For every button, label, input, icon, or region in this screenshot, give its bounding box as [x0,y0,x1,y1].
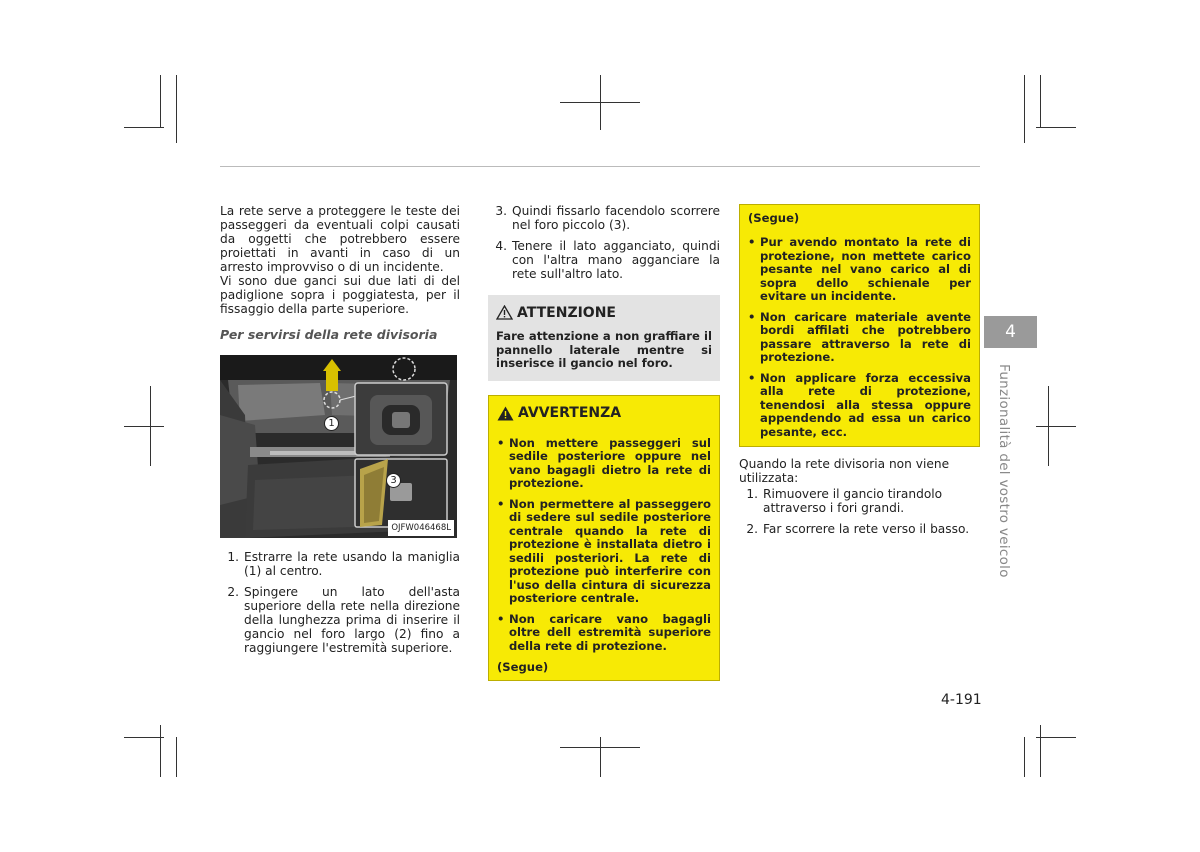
list-item [220,585,460,655]
list-item [497,613,711,654]
storage-lead: Quando la rete divisoria non viene utilizzata: [739,457,950,485]
bullet: • [748,309,756,324]
step-number: 2. [746,522,758,536]
page-number: 4-191 [941,692,982,708]
list-item [488,239,720,281]
chapter-title: Funzionalità del vostro veicolo [996,364,1012,578]
caution-box [488,295,720,381]
header-rule [220,166,980,167]
steps-list-left [220,550,460,655]
step-number: 2. [227,585,239,599]
warning-title-text: AVVERTENZA [518,405,622,421]
caution-body: Fare attenzione a non graffiare il pannello laterale mentre si inserisce il gancio nel foro. [496,329,712,370]
step-number: 4. [495,239,507,253]
column-right [739,204,980,543]
warning-box [488,395,720,682]
continued-label: (Segue) [497,660,549,674]
list-item [220,550,460,578]
list-item [739,522,980,536]
warning-continued-list [748,236,971,439]
step-number: 1. [227,550,239,564]
list-item [748,311,971,365]
step-number: 1. [746,487,758,501]
step-text: Estrarre la rete usando la maniglia (1) al centro. [244,550,460,578]
warning-item-text: Non mettere passeggeri sul sedile posteriore oppure nel vano bagagli dietro la rete di protezione. [509,435,711,490]
step-text: Rimuovere il gancio tirandolo attraverso i fori grandi. [763,487,943,515]
bullet: • [748,370,756,385]
list-item [497,498,711,606]
list-item [497,437,711,491]
bullet: • [748,235,756,249]
warning-item-text: Non caricare vano bagagli oltre dell estremità superiore della rete di protezione. [509,611,711,653]
callout-3: 3 [386,473,401,488]
intro-paragraph-2: Vi sono due ganci sui due lati di del padiglione sopra i poggiatesta, per il fissaggio della parte superiore. [220,274,460,316]
list-item [488,204,720,232]
step-text: Far scorrere la rete verso il basso. [763,522,970,536]
continued-heading: (Segue) [748,211,800,225]
warning-triangle-icon [497,406,514,421]
chapter-tab: 4 [984,316,1037,348]
bullet: • [497,496,505,511]
cargo-net-figure [220,355,457,538]
bullet: • [497,435,505,450]
column-left [220,204,460,662]
warning-triangle-icon [496,305,513,320]
intro-paragraph-1: La rete serve a proteggere le teste dei passeggeri da eventuali colpi causati da oggetti che potrebbero essere proiettati in avanti in caso di un arresto improvviso o di un incidente. [220,204,460,274]
caution-title-text: ATTENZIONE [517,304,616,321]
storage-instructions [739,457,980,536]
warning-item-text: Non applicare forza eccessiva alla rete di protezione, tenendosi alla stessa oppure appendendo ad essa un carico pesante, ecc. [760,370,971,439]
bullet: • [497,611,505,626]
warning-continued-box [739,204,980,447]
step-text: Tenere il lato agganciato, quindi con l'altra mano agganciare la rete sull'altro lato. [512,239,720,281]
column-middle [488,204,720,681]
warning-item-text: Non permettere al passeggero di sedere sul sedile posteriore centrale quando la rete di protezione è installata dietro i sedili posteriori. La rete di protezione può interferire con l'uso della cintura di sicurezza posteriore centrale. [509,496,711,605]
caution-title [496,305,712,320]
list-item [739,487,980,515]
cargo-area-illustration [220,355,457,538]
warning-item-text: Pur avendo montato la rete di protezione, non mettete carico pesante nel vano carico al di sopra dello schienale per evitare un incidente. [760,235,971,303]
warning-title [497,406,711,421]
subheading: Per servirsi della rete divisoria [220,327,438,342]
warning-list [497,437,711,654]
intro-text [220,204,460,316]
step-number: 3. [495,204,507,218]
step-text: Quindi fissarlo facendolo scorrere nel foro piccolo (3). [512,204,720,232]
figure-code: OJFW046468L [388,520,454,536]
step-text: Spingere un lato dell'asta superiore della rete nella direzione della lunghezza prima di inserire il gancio nel foro largo (2) fino a raggiungere l'estremità superiore. [244,585,460,655]
list-item [748,372,971,440]
warning-item-text: Non caricare materiale avente bordi affilati che potrebbero passare attraverso la rete di protezione. [760,309,971,364]
steps-list-middle [488,204,720,281]
list-item [748,236,971,304]
callout-1: 1 [324,416,339,431]
steps-list-right [739,487,980,536]
